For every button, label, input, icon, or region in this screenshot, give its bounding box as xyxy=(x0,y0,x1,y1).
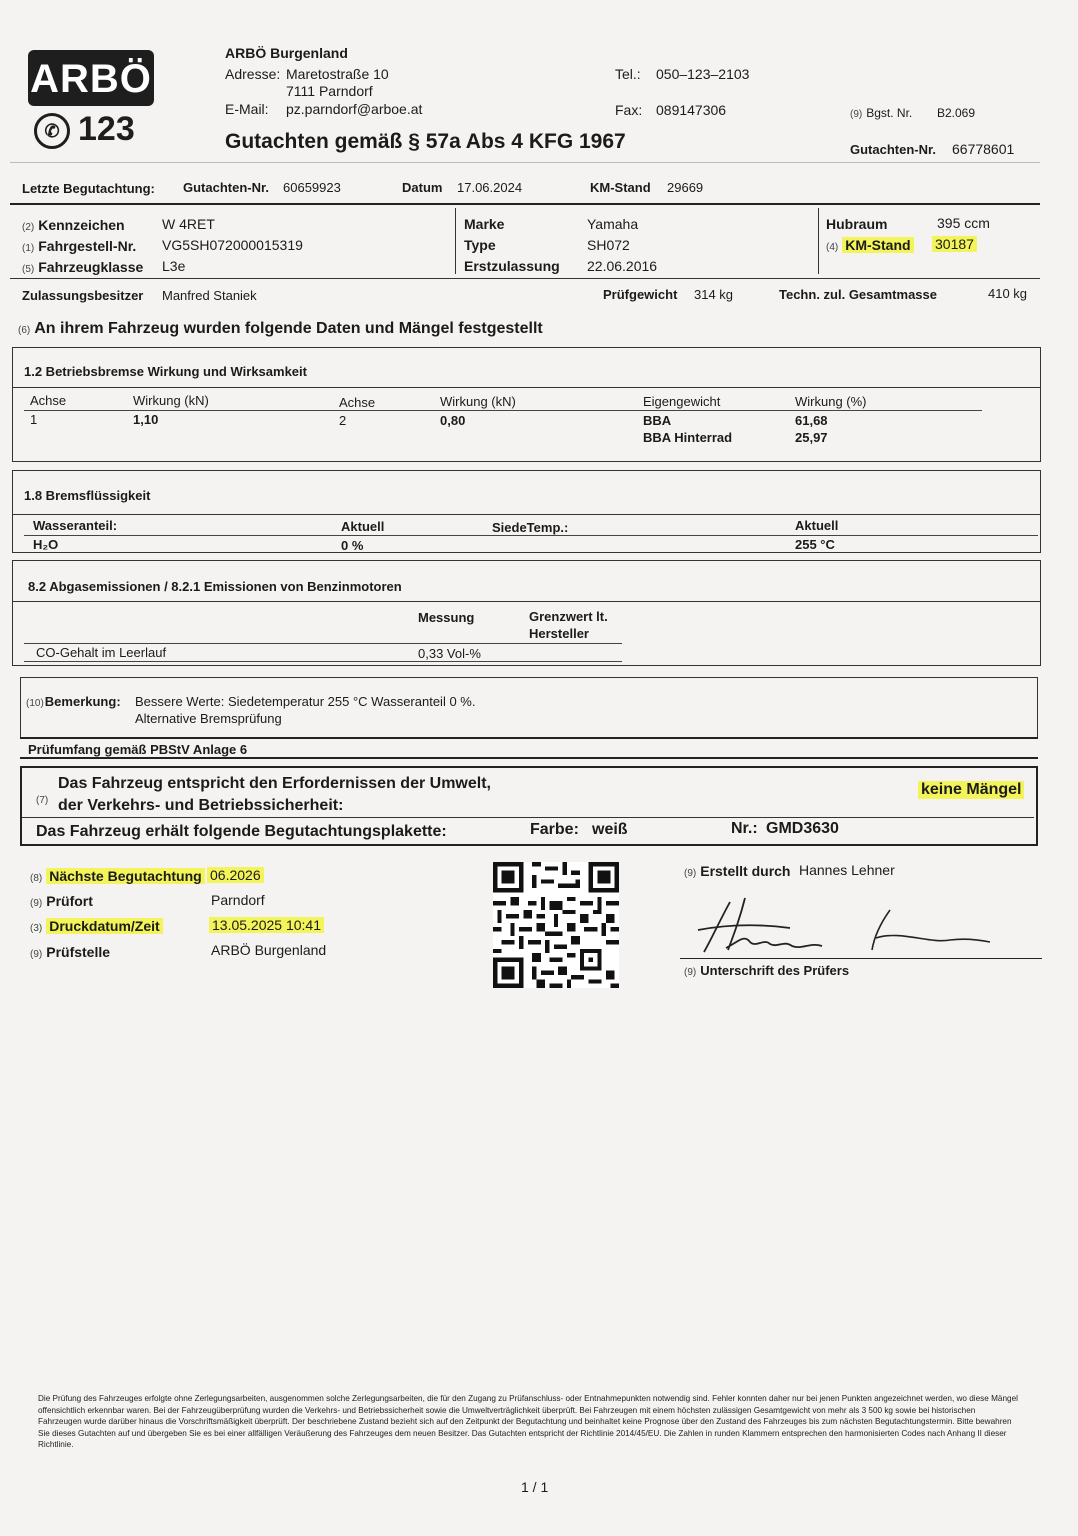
gutachten-nr-label: Gutachten-Nr. xyxy=(850,142,936,157)
result-line2: der Verkehrs- und Betriebssicherheit: xyxy=(58,797,344,814)
last-nr-label: Gutachten-Nr. xyxy=(183,180,269,195)
erstellt-value: Hannes Lehner xyxy=(799,862,895,878)
address-line1: Maretostraße 10 xyxy=(286,66,389,82)
last-date-value: 17.06.2024 xyxy=(457,180,523,195)
kmstand-value: 30187 xyxy=(932,236,977,252)
disclaimer-text: Die Prüfung des Fahrzeuges erfolgte ohne Zerlegungsarbeiten, ausgenommen solche Zerlegungsarbeiten, die für den Zugang zu Prüfanschluss- oder Entnahmepunkten notwendig sind. Fehler konnten daher nur bei jenen Punkten angezeichnet werden, wo diese Mängel offensichtlich erkennbar waren. Bei der Fahrzeugüberprüfung wurden die Verkehrs- und Betriebssicherheit sowie die Umweltverträglichkeit überprüft. Bei Fahrzeugen mit einem höchsten zulässigen Gesamtgewicht von mehr als 3 500 kg sowie bei historischen Fahrzeugen wurde darüber hinaus die Vorschriftsmäßigkeit überprüft. Der beschriebene Zustand bezieht sich auf den Zeitpunkt der Begutachtung und beinhaltet keine Prognose über den Zustand des Fahrzeuges bis zum nächsten Begutachtungstermin. Bitte bewahren Sie dieses Gutachten auf und übergeben Sie es bei einer allfälligen Veräußerung des Fahrzeuges dem neuen Besitzer. Das Gutachten entspricht der Richtlinie 2014/45/EU. Die Zahlen in runden Klammern entsprechen den harmonisierten Codes nach Anhang II dieser Richtlinie. xyxy=(38,1394,1018,1449)
brake-title: 1.2 Betriebsbremse Wirkung und Wirksamkeit xyxy=(24,364,307,379)
brake-wirkung1: 1,10 xyxy=(133,412,159,427)
erstzulassung-label: Erstzulassung xyxy=(464,258,560,274)
fluid-wasser-value: 0 % xyxy=(341,538,364,553)
brake-fluid-section xyxy=(12,470,1041,553)
remark-label: (10)Bemerkung: xyxy=(26,694,121,709)
brake-h-achse2: Achse xyxy=(339,395,376,410)
remark-line1: Bessere Werte: Siedetemperatur 255 °C Wasseranteil 0 %. xyxy=(135,694,476,709)
type-label: Type xyxy=(464,237,496,253)
qr-code xyxy=(493,862,619,988)
kennzeichen-label: (2) Kennzeichen xyxy=(22,217,125,233)
arboe-123-logo: ✆ 123 xyxy=(34,110,135,149)
brake-bba-value: 61,68 xyxy=(795,413,828,428)
last-inspection-label: Letzte Begutachtung: xyxy=(22,181,155,196)
org-name: ARBÖ Burgenland xyxy=(225,45,348,61)
hubraum-label: Hubraum xyxy=(826,216,888,232)
pruefort-value: Parndorf xyxy=(211,892,265,908)
emission-co-value: 0,33 Vol-% xyxy=(418,646,481,661)
brake-h-wirkung-pct: Wirkung (%) xyxy=(795,394,867,409)
plakette-nr-value: GMD3630 xyxy=(766,820,839,837)
emission-co-label: CO-Gehalt im Leerlauf xyxy=(36,645,167,660)
fax-value: 089147306 xyxy=(656,102,727,118)
result-code: (7) xyxy=(36,795,49,806)
findings-heading: (6) An ihrem Fahrzeug wurden folgende Daten und Mängel festgestellt xyxy=(18,320,543,337)
owner-label: Zulassungsbesitzer xyxy=(22,288,144,303)
brake-h-achse1: Achse xyxy=(30,393,67,408)
arboe-logo: ARBÖ xyxy=(28,50,154,106)
brake-bba-label: BBA xyxy=(643,413,672,428)
bgst-nr: (9) Bgst. Nr. xyxy=(850,106,913,120)
fluid-siede-value: 255 °C xyxy=(795,537,835,552)
remark-line2: Alternative Bremsprüfung xyxy=(135,711,282,726)
kmstand-label: (4) KM-Stand xyxy=(826,237,914,253)
marke-label: Marke xyxy=(464,216,505,232)
emission-h-grenz2: Hersteller xyxy=(529,626,589,641)
tel-label: Tel.: xyxy=(615,66,641,82)
fluid-h-aktuell2: Aktuell xyxy=(795,518,839,533)
last-date-label: Datum xyxy=(402,180,443,195)
fahrgestell-label: (1) Fahrgestell-Nr. xyxy=(22,238,137,254)
signature-label: (9) Unterschrift des Prüfers xyxy=(684,963,850,978)
fax-label: Fax: xyxy=(615,102,643,118)
fluid-h-siede: SiedeTemp.: xyxy=(492,520,569,535)
naechste-label: (8) Nächste Begutachtung xyxy=(30,868,205,884)
pruefstelle-label: (9) Prüfstelle xyxy=(30,944,111,960)
farbe-value: weiß xyxy=(592,821,628,838)
fluid-h2o: H₂O xyxy=(33,537,59,552)
result-line1: Das Fahrzeug entspricht den Erfordernissen der Umwelt, xyxy=(58,775,491,792)
email-value: pz.parndorf@arboe.at xyxy=(286,101,423,117)
address-line2: 7111 Parndorf xyxy=(286,83,373,99)
druck-label: (3) Druckdatum/Zeit xyxy=(30,918,163,934)
fluid-h-wasser: Wasseranteil: xyxy=(33,518,118,533)
naechste-value: 06.2026 xyxy=(207,867,264,883)
plakette-text: Das Fahrzeug erhält folgende Begutachtungsplakette: xyxy=(36,823,447,840)
emission-h-grenz1: Grenzwert lt. xyxy=(529,609,608,624)
fahrzeugklasse-label: (5) Fahrzeugklasse xyxy=(22,259,144,275)
owner-value: Manfred Staniek xyxy=(162,288,257,303)
kennzeichen-value: W 4RET xyxy=(162,216,215,232)
pruefstelle-value: ARBÖ Burgenland xyxy=(211,942,327,958)
phone-icon: ✆ xyxy=(34,113,70,149)
last-km-value: 29669 xyxy=(667,180,704,195)
gutachten-nr-value: 66778601 xyxy=(952,141,1015,157)
fluid-title: 1.8 Bremsflüssigkeit xyxy=(24,488,151,503)
brake-achse2: 2 xyxy=(339,413,347,428)
brake-h-wirkung1: Wirkung (kN) xyxy=(133,393,209,408)
gesamtmasse-label: Techn. zul. Gesamtmasse xyxy=(779,287,937,302)
verdict-text: keine Mängel xyxy=(918,781,1024,799)
type-value: SH072 xyxy=(587,237,630,253)
brake-achse1: 1 xyxy=(30,412,38,427)
fahrzeugklasse-value: L3e xyxy=(162,258,186,274)
hubraum-value: 395 ccm xyxy=(937,215,990,231)
pruefgewicht-label: Prüfgewicht xyxy=(603,287,678,302)
brake-wirkung2: 0,80 xyxy=(440,413,466,428)
erstzulassung-value: 22.06.2016 xyxy=(587,258,658,274)
brake-h-wirkung2: Wirkung (kN) xyxy=(440,394,516,409)
brake-h-eigengewicht: Eigengewicht xyxy=(643,394,721,409)
last-nr-value: 60659923 xyxy=(283,180,341,195)
fluid-h-aktuell: Aktuell xyxy=(341,519,385,534)
pruefort-label: (9) Prüfort xyxy=(30,893,93,909)
email-label: E-Mail: xyxy=(225,101,269,117)
bgst-value: B2.069 xyxy=(937,106,976,120)
gesamtmasse-value: 410 kg xyxy=(988,286,1028,301)
last-km-label: KM-Stand xyxy=(590,180,651,195)
brake-bba-hinten-value: 25,97 xyxy=(795,430,828,445)
marke-value: Yamaha xyxy=(587,216,639,232)
fahrgestell-value: VG5SH072000015319 xyxy=(162,237,303,253)
druck-value: 13.05.2025 10:41 xyxy=(209,917,324,933)
emission-h-messung: Messung xyxy=(418,610,475,625)
page-number: 1 / 1 xyxy=(521,1479,549,1495)
pruefgewicht-value: 314 kg xyxy=(694,287,734,302)
plakette-nr-label: Nr.: xyxy=(731,820,758,837)
address-label: Adresse: xyxy=(225,66,281,82)
document-title: Gutachten gemäß § 57a Abs 4 KFG 1967 xyxy=(225,130,626,153)
tel-value: 050–123–2103 xyxy=(656,66,750,82)
brake-bba-hinten-label: BBA Hinterrad xyxy=(643,430,733,445)
farbe-label: Farbe: xyxy=(530,821,579,838)
scope-text: Prüfumfang gemäß PBStV Anlage 6 xyxy=(28,742,248,757)
emission-title: 8.2 Abgasemissionen / 8.2.1 Emissionen von Benzinmotoren xyxy=(28,579,402,594)
emission-section xyxy=(12,560,1041,666)
erstellt-label: (9) Erstellt durch xyxy=(684,863,791,879)
inspector-signature xyxy=(690,890,1000,960)
